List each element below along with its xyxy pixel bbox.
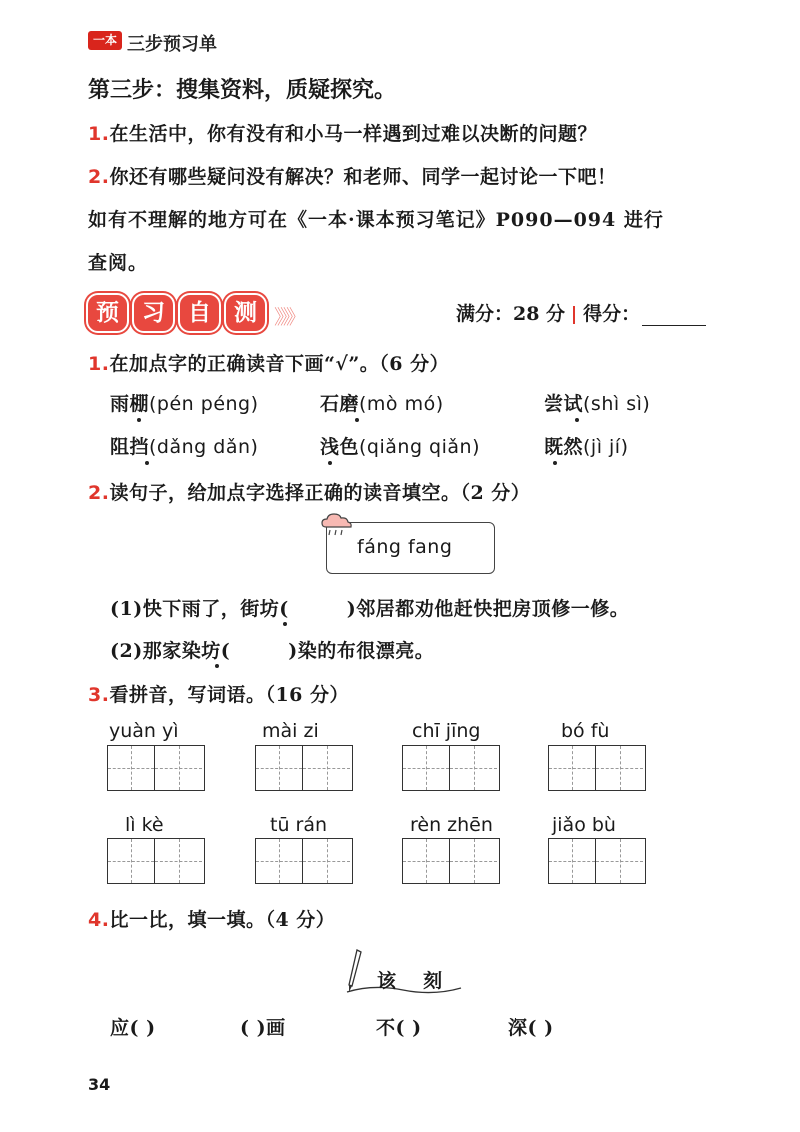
pinyin-label: tū rán <box>270 814 328 836</box>
question-text: 比一比，填一填。（4 分） <box>109 909 336 931</box>
pinyin-item <box>320 432 480 459</box>
reference-note-line1: 如有不理解的地方可在《一本·课本预习笔记》P090—094 进行 <box>88 209 664 231</box>
emphasis-dot <box>145 461 149 465</box>
writing-grid[interactable] <box>107 745 205 791</box>
sentence-text: (2)那家染坊( <box>110 640 231 662</box>
sentence-text: (1)快下雨了，街坊( <box>110 598 289 620</box>
word: 浅色 <box>320 436 360 458</box>
rain-cloud-icon <box>320 512 354 538</box>
pinyin-options[interactable]: (jì jí) <box>583 436 629 458</box>
question-number: 2. <box>88 482 110 504</box>
grid-cell[interactable] <box>108 839 155 883</box>
score-blank[interactable] <box>642 307 706 326</box>
pinyin-item <box>110 432 258 459</box>
pinyin-options[interactable]: (qiǎng qiǎn) <box>359 436 480 458</box>
emphasis-dot <box>553 461 557 465</box>
q3-prompt <box>88 680 349 707</box>
grid-cell[interactable] <box>450 746 497 790</box>
pinyin-label: yuàn yì <box>109 720 179 742</box>
step3-question-1 <box>88 119 597 146</box>
pinyin-label: jiǎo bù <box>552 814 616 836</box>
brand-badge: 一本 <box>88 31 122 50</box>
page-number: 34 <box>88 1075 111 1094</box>
banner-arrows-icon: 》》》 <box>274 305 302 329</box>
emphasis-dot <box>328 461 332 465</box>
q4-prompt <box>88 905 335 932</box>
question-text: 在生活中，你有没有和小马一样遇到过难以决断的问题？ <box>109 123 597 145</box>
grid-cell[interactable] <box>256 746 303 790</box>
writing-grid[interactable] <box>402 838 500 884</box>
fill-blank-1[interactable]: 应( ) <box>110 1017 156 1039</box>
banner-char: 预 <box>86 293 129 333</box>
question-number: 4. <box>88 909 110 931</box>
pinyin-label: lì kè <box>125 814 164 836</box>
pinyin-options: fáng fang <box>357 536 453 558</box>
step3-question-2 <box>88 162 616 189</box>
grid-cell[interactable] <box>256 839 303 883</box>
question-text: 你还有哪些疑问没有解决？和老师、同学一起讨论一下吧！ <box>109 166 617 188</box>
grid-cell[interactable] <box>303 839 350 883</box>
writing-grid[interactable] <box>548 745 646 791</box>
grid-cell[interactable] <box>403 746 450 790</box>
grid-cell[interactable] <box>596 839 643 883</box>
word: 既然 <box>544 436 584 458</box>
banner-char: 自 <box>178 293 221 333</box>
pinyin-label: rèn zhēn <box>410 814 493 836</box>
pinyin-item <box>544 389 650 416</box>
question-text: 读句子，给加点字选择正确的读音填空。（2 分） <box>109 482 531 504</box>
emphasis-dot <box>355 418 359 422</box>
step-title: 第三步：搜集资料，质疑探究。 <box>88 77 397 103</box>
pinyin-options[interactable]: (dǎng dǎn) <box>149 436 259 458</box>
question-number: 2. <box>88 166 110 188</box>
q1-prompt <box>88 349 449 376</box>
fill-blank-2[interactable]: ( )画 <box>240 1017 286 1039</box>
self-test-banner <box>86 293 302 331</box>
grid-cell[interactable] <box>155 839 202 883</box>
question-number: 1. <box>88 123 110 145</box>
grid-cell[interactable] <box>108 746 155 790</box>
fill-blank-3[interactable]: 不( ) <box>376 1017 422 1039</box>
writing-grid[interactable] <box>107 838 205 884</box>
grid-cell[interactable] <box>450 839 497 883</box>
question-text: 看拼音，写词语。（16 分） <box>109 684 350 706</box>
emphasis-dot <box>215 664 219 668</box>
grid-cell[interactable] <box>155 746 202 790</box>
writing-grid[interactable] <box>548 838 646 884</box>
grid-cell[interactable] <box>403 839 450 883</box>
sentence-2 <box>110 636 434 663</box>
full-score: 满分：28 分 <box>456 303 566 325</box>
reference-note-line2: 查阅。 <box>88 252 149 274</box>
word: 石磨 <box>320 393 360 415</box>
score-box <box>456 299 706 326</box>
sentence-text: )邻居都劝他赶快把房顶修一修。 <box>346 598 630 620</box>
emphasis-dot <box>137 418 141 422</box>
pinyin-label: chī jīng <box>412 720 481 742</box>
q2-prompt <box>88 478 530 505</box>
score-label: 得分： <box>583 303 641 325</box>
header-title: 三步预习单 <box>127 34 217 55</box>
emphasis-dot <box>575 418 579 422</box>
pinyin-options[interactable]: (shì sì) <box>583 393 651 415</box>
banner-char: 测 <box>224 293 267 333</box>
emphasis-dot <box>283 622 287 626</box>
grid-cell[interactable] <box>549 839 596 883</box>
banner-char: 习 <box>132 293 175 333</box>
grid-cell[interactable] <box>596 746 643 790</box>
pinyin-options[interactable]: (mò mó) <box>359 393 444 415</box>
pinyin-label: mài zi <box>262 720 319 742</box>
word: 阻挡 <box>110 436 150 458</box>
writing-grid[interactable] <box>255 745 353 791</box>
grid-cell[interactable] <box>303 746 350 790</box>
question-number: 3. <box>88 684 110 706</box>
question-number: 1. <box>88 353 110 375</box>
writing-grid[interactable] <box>255 838 353 884</box>
sentence-text: )染的布很漂亮。 <box>288 640 435 662</box>
word: 雨棚 <box>110 393 150 415</box>
pinyin-label: bó fù <box>561 720 610 742</box>
pinyin-item <box>320 389 444 416</box>
score-divider <box>573 306 575 324</box>
writing-grid[interactable] <box>402 745 500 791</box>
compare-chars: 该 刻 <box>377 970 443 992</box>
sentence-1 <box>110 594 629 621</box>
pinyin-item <box>544 432 629 459</box>
fill-blank-4[interactable]: 深( ) <box>508 1017 554 1039</box>
word: 尝试 <box>544 393 584 415</box>
pinyin-item <box>110 389 259 416</box>
question-text: 在加点字的正确读音下画“√”。（6 分） <box>109 353 450 375</box>
grid-cell[interactable] <box>549 746 596 790</box>
pinyin-options[interactable]: (pén péng) <box>149 393 259 415</box>
